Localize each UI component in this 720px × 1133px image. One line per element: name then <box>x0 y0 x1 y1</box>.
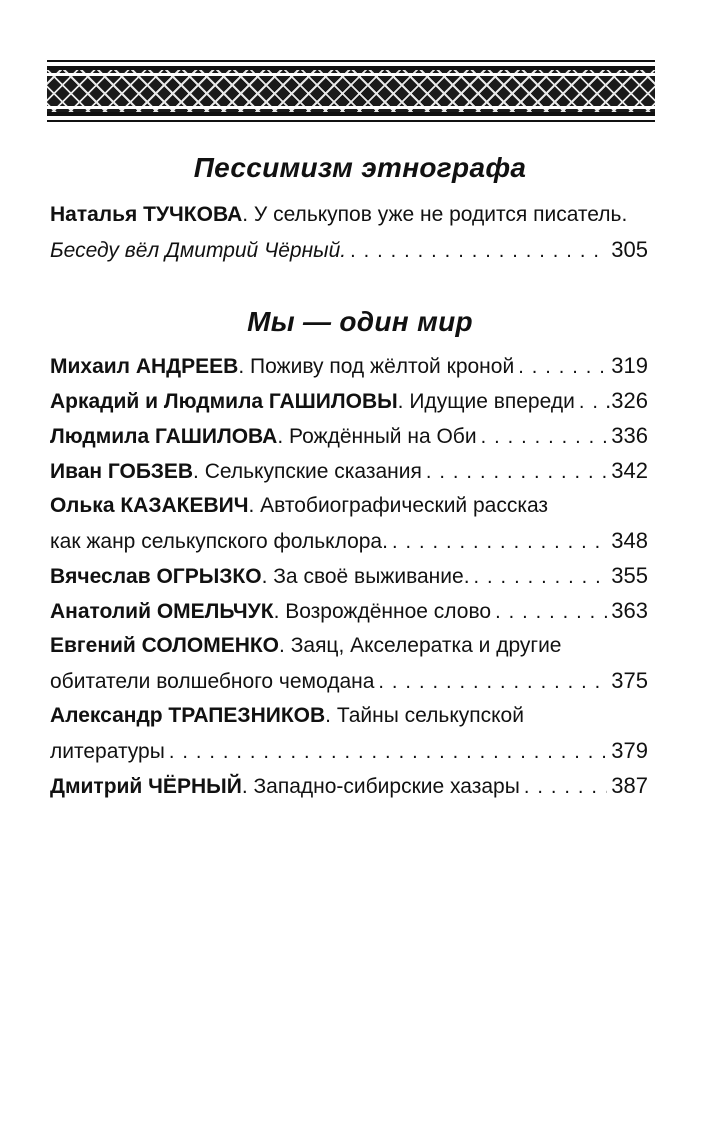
dot-leader <box>426 454 607 490</box>
entry-author: Александр ТРАПЕЗНИКОВ <box>50 704 326 727</box>
toc-entry-continuation[interactable] <box>50 663 648 698</box>
entry-title: . Западно-сибирские хазары <box>241 775 520 798</box>
toc-entry-continuation[interactable] <box>50 523 648 558</box>
toc-entry[interactable] <box>50 348 648 383</box>
entry-author: Олька КАЗАКЕВИЧ <box>50 494 249 517</box>
ornament-bottom-rule <box>47 120 655 122</box>
dot-leader <box>474 559 608 595</box>
dot-leader <box>169 734 607 770</box>
toc-entry[interactable] <box>50 768 648 803</box>
entry-author: Дмитрий ЧЁРНЫЙ <box>50 775 242 798</box>
entry-author: Михаил АНДРЕЕВ <box>50 355 239 378</box>
entry-title: . Поживу под жёлтой кроной <box>238 355 515 378</box>
toc-entry-continuation[interactable] <box>50 232 648 267</box>
decorative-ornament-band <box>47 66 655 116</box>
page-number: 336 <box>611 423 648 448</box>
entry-title: . Селькупские сказания <box>193 460 422 483</box>
toc-entry[interactable] <box>50 453 648 488</box>
toc-entry[interactable] <box>50 698 648 733</box>
entry-title: . Автобиографический рассказ <box>248 494 549 517</box>
page-number: 348 <box>611 528 648 553</box>
toc-entry[interactable] <box>50 558 648 593</box>
section-title: Пессимизм этнографа <box>193 152 527 183</box>
entry-title-continued: как жанр селькупского фольклора. <box>50 530 388 553</box>
entry-title: . У селькупов уже не родится писатель. <box>242 203 628 226</box>
entry-author: Наталья ТУЧКОВА <box>50 203 243 226</box>
dot-leader <box>524 769 607 805</box>
entry-author: Людмила ГАШИЛОВА <box>50 425 278 448</box>
entry-title: . За своё выживание. <box>261 565 470 588</box>
page-number: 305 <box>611 237 648 262</box>
dot-leader <box>378 664 607 700</box>
toc-section-2 <box>50 348 648 803</box>
page-number: 379 <box>611 738 648 763</box>
page-number: 355 <box>611 563 648 588</box>
entry-author: Анатолий ОМЕЛЬЧУК <box>50 600 274 623</box>
dot-leader <box>495 594 607 630</box>
page-number: 342 <box>611 458 648 483</box>
entry-author: Аркадий и Людмила ГАШИЛОВЫ <box>50 390 398 413</box>
entry-title: . Заяц, Акселератка и другие <box>279 634 562 657</box>
section-title: Мы — один мир <box>247 306 473 337</box>
dot-leader <box>350 233 607 269</box>
page-number: 387 <box>611 773 648 798</box>
dot-leader <box>518 349 607 385</box>
entry-title-continued: обитатели волшебного чемодана <box>50 670 375 693</box>
toc-entry[interactable] <box>50 197 648 232</box>
entry-title-continued: литературы <box>50 740 165 763</box>
page-number: 363 <box>611 598 648 623</box>
toc-entry[interactable] <box>50 418 648 453</box>
page-number: .326 <box>605 388 648 413</box>
page-number: 375 <box>611 668 648 693</box>
toc-entry[interactable] <box>50 593 648 628</box>
entry-title: . Идущие впереди <box>397 390 575 413</box>
entry-author: Евгений СОЛОМЕНКО <box>50 634 280 657</box>
dot-leader <box>481 419 608 455</box>
dot-leader <box>579 384 601 420</box>
toc-section-1 <box>50 197 648 267</box>
toc-entry[interactable] <box>50 383 648 418</box>
dot-leader <box>392 524 607 560</box>
entry-title: . Тайны селькупской <box>325 704 524 727</box>
entry-note: Беседу вёл Дмитрий Чёрный. <box>50 239 347 262</box>
toc-entry-continuation[interactable] <box>50 733 648 768</box>
entry-title: . Рождённый на Оби <box>277 425 477 448</box>
ornament-top-rule <box>47 60 655 62</box>
page-number: 319 <box>611 353 648 378</box>
entry-author: Иван ГОБЗЕВ <box>50 460 194 483</box>
toc-entry[interactable] <box>50 628 648 663</box>
toc-entry[interactable] <box>50 488 648 523</box>
entry-title: . Возрождённое слово <box>273 600 492 623</box>
entry-author: Вячеслав ОГРЫЗКО <box>50 565 262 588</box>
